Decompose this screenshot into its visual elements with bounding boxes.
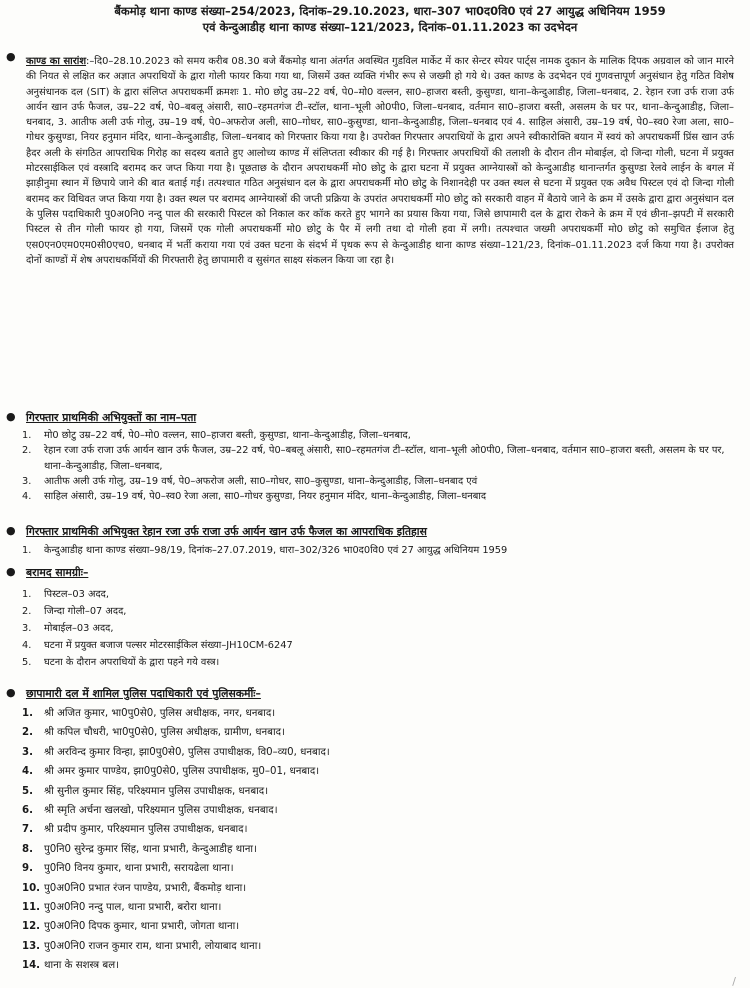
recovered-list bbox=[22, 586, 738, 671]
list-item: 12. पु0अ0नि0 दिपक कुमार, थाना प्रभारी, जोगता थाना। bbox=[22, 921, 240, 933]
list-item: 9. पु0नि0 विनय कुमार, थाना प्रभारी, सरायढेला थाना। bbox=[22, 863, 234, 875]
list-item: 1. केन्दुआडीह थाना काण्ड संख्या–98/19, दिनांक–27.07.2019, धारा–302/326 भा0द0वि0 एवं 27 आयुद्ध अधिनियम 1959 bbox=[22, 545, 508, 556]
bullet-icon: ● bbox=[6, 686, 16, 699]
list-item: 1. पिस्टल–03 अदद, bbox=[22, 589, 109, 600]
list-item: 8. पु0नि0 सुरेन्द्र कुमार सिंह, थाना प्रभारी, केन्दुआडीह थाना। bbox=[22, 843, 257, 855]
summary-paragraph bbox=[26, 54, 734, 268]
list-item: 4. श्री अमर कुमार पाण्डेय, झा0पु0से0, पुलिस उपाधीक्षक, मु0–01, धनबाद। bbox=[22, 766, 320, 778]
page-corner-mark: / bbox=[732, 975, 736, 988]
bullet-icon: ● bbox=[6, 50, 16, 63]
team-section-title: छापामारी दल में शामिल पुलिस पदाधिकारी एवं पुलिसकर्मीः– bbox=[26, 687, 261, 700]
list-item: 14. थाना के सशस्त्र बल। bbox=[22, 960, 119, 972]
summary-text: :–दि0–28.10.2023 को समय करीब 08.30 बजे बैंकमोड़ थाना अंतर्गत अवस्थित गुडविल मार्केट में कार सेन्टर स्पेयर पार्ट्स नामक दुकान के मालिक दिपक अग्रवाल को जान मारने की नियत से लक्षित कर अज्ञात अपराधियों के द्वारा गोली फायर किया गया था, जिसमें उक्त व्यक्ति गंभीर रूप से जख्मी हो गये थे। उक्त काण्ड के उदभेदन एवं गुणवत्तापूर्ण अनुसंधान हेतु गठित विशेष अनुसंधानक दल (SIT) के द्वारा संलिप्त अपराधकर्मी क्रमशः 1. मो0 छोटु उम्र–22 वर्ष, पे0–मो0 वल्लन, सा0–हाजरा बस्ती, कुसुण्डा, थाना–केन्दुआडीह, जिला–धनबाद, 2. रेहान रजा उर्फ राजा उर्फ आर्यन खान उर्फ फैजल, उम्र–22 वर्ष, पे0–बबलू अंसारी, सा0–रहमतगंज टी–स्टॉल, थाना–भूली ओ0पी0, जिला–धनबाद, वर्तमान सा0–हाजरा बस्ती, असलम के घर पर, थाना–केन्दुआडीह, जिला–धनबाद, 3. आतीफ अली उर्फ गोलु, उम्र–19 वर्ष, पे0–अफरोज अली, सा0–गोधर, सा0–कुसुण्डा, थाना–केन्दुआडीह, जिला–धनबाद एवं 4. साहिल अंसारी, उम्र–19 वर्ष, पे0–स्व0 रेजा अला, सा0–गोधर कुसुण्डा, नियर हनुमान मंदिर, थाना–केन्दुआडीह, जिला–धनबाद को गिरफ्तार किया गया है। उपरोक्त गिरफ्तार अपराधियों के द्वारा अपने स्वीकारोक्ति बयान में स्वयं को अपराधकर्मी प्रिंस खान उर्फ हैदर अली के संगठित आपराधिक गिरोह का सदस्य बताते हुए आलोच्य काण्ड में संलिप्तता स्वीकार की गई है। गिरफ्तार अपराधियों की तलाशी के दौरान तीन मोबाईल, दो जिन्दा गोली, घटना में प्रयुक्त मोटरसाईकिल एवं वस्त्रादि बरामद कर जप्त किया गया है। पूछताछ के दौरान अपराधकर्मी मो0 छोटु के द्वारा घटना में प्रयुक्त आग्नेयास्त्रों को केन्दुआडीह थानान्तर्गत कुसुण्डा रेलवे लाईन के बगल में झाड़ीनुमा स्थान में छिपाये जाने की बात बताई गई। तत्पश्चात गठित अनुसंधान दल के द्वारा अपराधकर्मी मो0 छोटु के निशानदेही पर उक्त स्थल से घटना में प्रयुक्त एक अवैध पिस्टल एवं दो जिन्दा गोली बरामद कर विधिवत जप्त किया गया है। उक्त स्थल पर बरामद आग्नेयास्त्रों की जप्ती प्रक्रिया के उपरांत अपराधकर्मी मो0 छोटु को सरकारी वाहन में बैठाये जाने के क्रम में उसके द्वारा द्वारा अनुसंधान दल के पुलिस पदाधिकारी पु0अ0नि0 नन्दु पाल की सरकारी पिस्टल को निकाल कर कॉक करते हुए भागने का प्रयास किया गया, जिसे छापामारी दल के द्वारा रोकने के क्रम में एवं छीना–झपटी में सरकारी पिस्टल से तीन गोली फायर हो गया, जिसमें एक गोली अपराधकर्मी मो0 छोटु के पैर में लगी तथा दो गोली हवा में लगी। तत्पश्चात जख्मी अपराधकर्मी मो0 छोटु को समुचित ईलाज हेतु एस0एन0एम0एम0सी0एच0, धनबाद में भर्ती कराया गया एवं उक्त घटना के संदर्भ में पृथक रूप से केन्दुआडीह थाना काण्ड संख्या–121/23, दिनांक–01.11.2023 दर्ज किया गया है। उपरोक्त दोनों काण्डों में शेष अपराधकर्मियों की गिरफ्तारी हेतु छापामारी व सुसंगत साक्ष्य संकलन किया जा रहा है। bbox=[26, 56, 734, 266]
list-item: 1. श्री अजित कुमार, भा0पु0से0, पुलिस अधीक्षक, नगर, धनबाद। bbox=[22, 708, 276, 719]
recovered-section-title: बरामद सामग्रीः– bbox=[26, 566, 89, 579]
accused-section-title: गिरफ्तार प्राथमिकी अभियुक्तों का नाम–पता bbox=[26, 411, 197, 424]
list-item: 3. श्री अरविन्द कुमार विन्हा, झा0पु0से0, पुलिस उपाधीक्षक, वि0–व्य0, धनबाद। bbox=[22, 746, 330, 758]
accused-list bbox=[22, 428, 738, 504]
bullet-icon: ● bbox=[6, 524, 16, 537]
heading-line-1: बैंकमोड़ थाना काण्ड संख्या–254/2023, दिनांक–29.10.2023, धारा–307 भा0द0वि0 एवं 27 आयुद्ध अधिनियम 1959 bbox=[114, 4, 666, 18]
summary-lead: काण्ड का सारांश bbox=[26, 56, 87, 67]
list-item: 2. श्री कपिल चौधरी, भा0पु0से0, पुलिस अधीक्षक, ग्रामीण, धनबाद। bbox=[22, 727, 285, 739]
list-item: 7. श्री प्रदीप कुमार, परिक्ष्यमान पुलिस उपाधीक्षक, धनबाद। bbox=[22, 824, 248, 836]
list-item: 11. पु0अ0नि0 नन्दु पाल, थाना प्रभारी, बरोरा थाना। bbox=[22, 902, 222, 914]
list-item: 2. रेहान रजा उर्फ राजा उर्फ आर्यन खान उर्फ फैजल, उम्र–22 वर्ष, पे0–बबलू अंसारी, सा0–रहमतगंज टी–स्टॉल, थाना–भूली ओ0पी0, जिला–धनबाद, वर्तमान सा0–हाजरा बस्ती, असलम के घर पर, थाना–केन्दुआडीह, जिला–धनबाद, bbox=[22, 445, 725, 472]
history-section-title: गिरफ्तार प्राथमिकी अभियुक्त रेहान रजा उर्फ राजा उर्फ आर्यन खान उर्फ फैजल का आपराधिक इतिहास bbox=[26, 525, 427, 538]
bullet-icon: ● bbox=[6, 565, 16, 578]
list-item: 2. जिन्दा गोली–07 अदद, bbox=[22, 606, 127, 617]
team-list bbox=[22, 704, 738, 976]
heading-line-2: एवं केन्दुआडीह थाना काण्ड संख्या–121/2023, दिनांक–01.11.2023 का उदभेदन bbox=[202, 20, 578, 34]
list-item: 6. श्री स्मृति अर्चना खलखो, परिक्ष्यमान पुलिस उपाधीक्षक, धनबाद। bbox=[22, 805, 278, 817]
list-item: 5. घटना के दौरान अपराधियों के द्वारा पहने गये वस्त्र। bbox=[22, 657, 220, 668]
list-item: 4. घटना में प्रयुक्त बजाज पल्सर मोटरसाईकिल संख्या–JH10CM-6247 bbox=[22, 640, 293, 651]
bullet-icon: ● bbox=[6, 410, 16, 423]
list-item: 10. पु0अ0नि0 प्रभात रंजन पाण्डेय, प्रभारी, बैंकमोड़ थाना। bbox=[22, 882, 247, 894]
list-item: 4. साहिल अंसारी, उम्र–19 वर्ष, पे0–स्व0 रेजा अला, सा0–गोधर कुसुण्डा, नियर हनुमान मंदिर, थाना–केन्दुआडीह, जिला–धनबाद bbox=[22, 491, 487, 503]
list-item: 1. मो0 छोटु उम्र–22 वर्ष, पे0–मो0 वल्लन, सा0–हाजरा बस्ती, कुसुण्डा, थाना–केन्दुआडीह, जिला–धनबाद, bbox=[22, 430, 411, 441]
history-list bbox=[22, 543, 738, 558]
list-item: 5. श्री सुनील कुमार सिंह, परिक्ष्यमान पुलिस उपाधीक्षक, धनबाद। bbox=[22, 785, 269, 797]
list-item: 3. मोबाईल–03 अदद, bbox=[22, 623, 114, 634]
list-item: 13. पु0अ0नि0 राजन कुमार राम, थाना प्रभारी, लोयाबाद थाना। bbox=[22, 940, 262, 952]
list-item: 3. आतीफ अली उर्फ गोलु, उम्र–19 वर्ष, पे0–अफरोज अली, सा0–गोधर, सा0–कुसुण्डा, थाना–केन्दुआडीह, जिला–धनबाद एवं bbox=[22, 475, 478, 487]
